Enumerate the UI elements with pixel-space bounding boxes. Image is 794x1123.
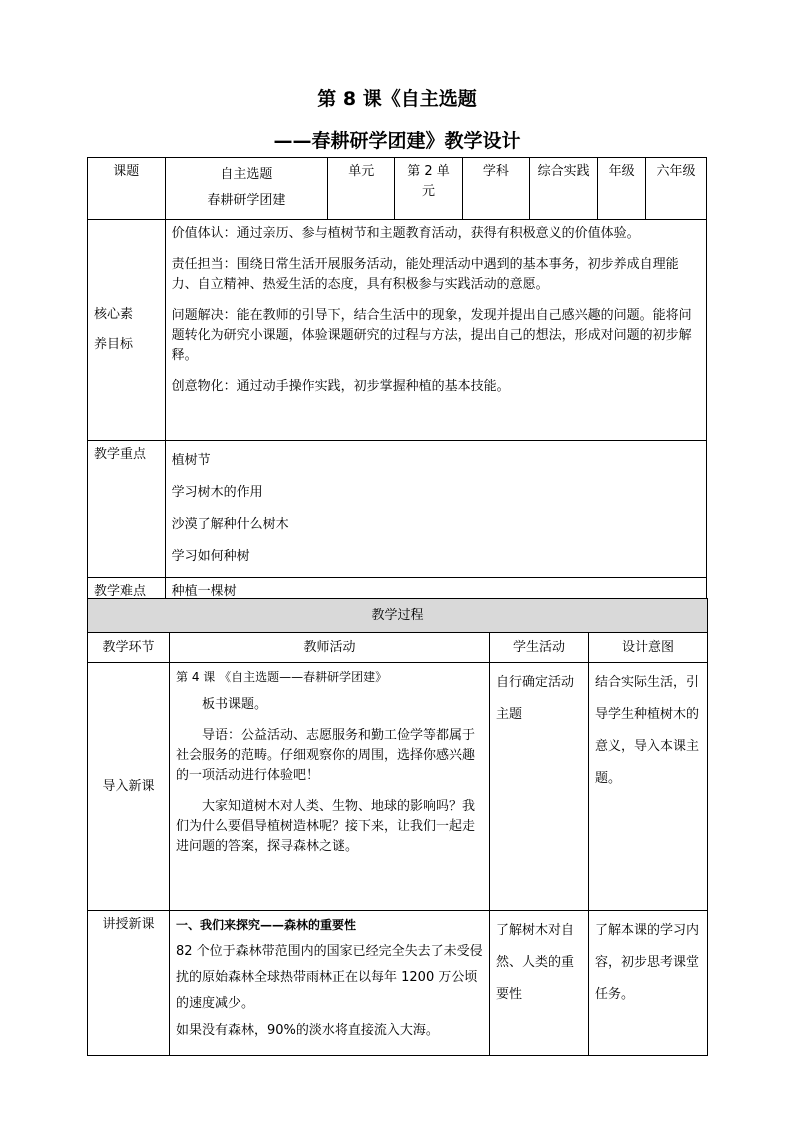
teacher-paragraph: 导语：公益活动、志愿服务和勤工俭学等都属于社会服务的范畴。仔细观察你的周围，选择你感兴趣的一项活动进行体验吧！ <box>176 728 476 783</box>
difficulty-label: 教学难点 <box>88 578 166 608</box>
core-goals-label-line-2: 养目标 <box>94 337 134 352</box>
subject-value: 综合实践 <box>529 158 597 220</box>
stage-cell: 讲授新课 <box>88 911 170 1056</box>
core-goals-label-line-1: 核心素 <box>94 307 134 322</box>
key-point-item: 学习如何种树 <box>171 549 250 564</box>
core-goals-content <box>165 220 706 441</box>
table-row <box>88 911 708 1056</box>
teaching-process-table <box>87 598 708 1056</box>
difficulty-value: 种植一棵树 <box>165 578 706 608</box>
design-intent-cell: 了解本课的学习内容，初步思考课堂任务。 <box>589 911 708 1056</box>
student-activity-cell: 自行确定活动主题 <box>490 663 589 911</box>
process-header-teacher: 教师活动 <box>170 633 490 663</box>
page-title-line-1: 第 8 课《自主选题 <box>317 88 477 110</box>
unit-label: 单元 <box>328 158 395 220</box>
page-title-line-2: ——春耕研学团建》教学设计 <box>273 130 521 152</box>
core-goal-item: 责任担当：围绕日常生活开展服务活动，能处理活动中遇到的基本事务，初步养成自理能力、自立精神、热爱生活的态度，具有积极参与实践活动的意愿。 <box>171 257 679 292</box>
unit-value: 第 2 单元 <box>395 158 462 220</box>
core-goals-label <box>88 220 166 441</box>
key-point-item: 学习树木的作用 <box>171 485 263 500</box>
teacher-paragraph: 板书课题。 <box>202 697 268 712</box>
key-points-content <box>165 441 706 578</box>
topic-value-line-1: 自主选题 <box>220 167 273 182</box>
teacher-activity-cell <box>170 663 490 911</box>
process-header-student: 学生活动 <box>490 633 589 663</box>
process-header-intent: 设计意图 <box>589 633 708 663</box>
teacher-paragraph: 82 个位于森林带范围内的国家已经完全失去了未受侵扰的原始森林全球热带雨林正在以每年 1200 万公顷的速度减少。 <box>176 944 483 1011</box>
process-header-stage: 教学环节 <box>88 633 170 663</box>
core-goal-item: 问题解决：能在教师的引导下，结合生活中的现象，发现并提出自己感兴趣的问题。能将问题转化为研究小课题，体验课题研究的过程与方法，提出自己的想法，形成对问题的初步解释。 <box>171 308 692 363</box>
design-intent-cell: 结合实际生活，引导学生种植树木的意义，导入本课主题。 <box>589 663 708 911</box>
lesson-heading: 第 4 课 《自主选题——春耕研学团建》 <box>176 670 388 684</box>
key-points-label: 教学重点 <box>88 441 166 578</box>
section-heading: 一、我们来探究——森林的重要性 <box>176 918 357 932</box>
key-point-item: 植树节 <box>171 453 211 468</box>
teacher-paragraph: 如果没有森林，90%的淡水将直接流入大海。 <box>176 1023 439 1038</box>
key-point-item: 沙漠了解种什么树木 <box>171 517 289 532</box>
process-title: 教学过程 <box>88 599 708 633</box>
core-goal-item: 价值体认：通过亲历、参与植树节和主题教育活动，获得有积极意义的价值体验。 <box>171 226 640 241</box>
stage-cell: 导入新课 <box>88 663 170 911</box>
table-row <box>88 663 708 911</box>
topic-value <box>165 158 328 220</box>
lesson-info-table <box>87 157 707 608</box>
teacher-activity-cell <box>170 911 490 1056</box>
subject-label: 学科 <box>462 158 529 220</box>
topic-value-line-2: 春耕研学团建 <box>207 193 286 208</box>
grade-label: 年级 <box>598 158 646 220</box>
teacher-paragraph: 大家知道树木对人类、生物、地球的影响吗？我们为什么要倡导植树造林呢？接下来，让我们一起走进问题的答案，探寻森林之谜。 <box>176 799 476 854</box>
topic-label: 课题 <box>88 158 166 220</box>
core-goal-item: 创意物化：通过动手操作实践，初步掌握种植的基本技能。 <box>171 379 510 394</box>
student-activity-cell: 了解树木对自然、人类的重要性 <box>490 911 589 1056</box>
grade-value: 六年级 <box>645 158 706 220</box>
